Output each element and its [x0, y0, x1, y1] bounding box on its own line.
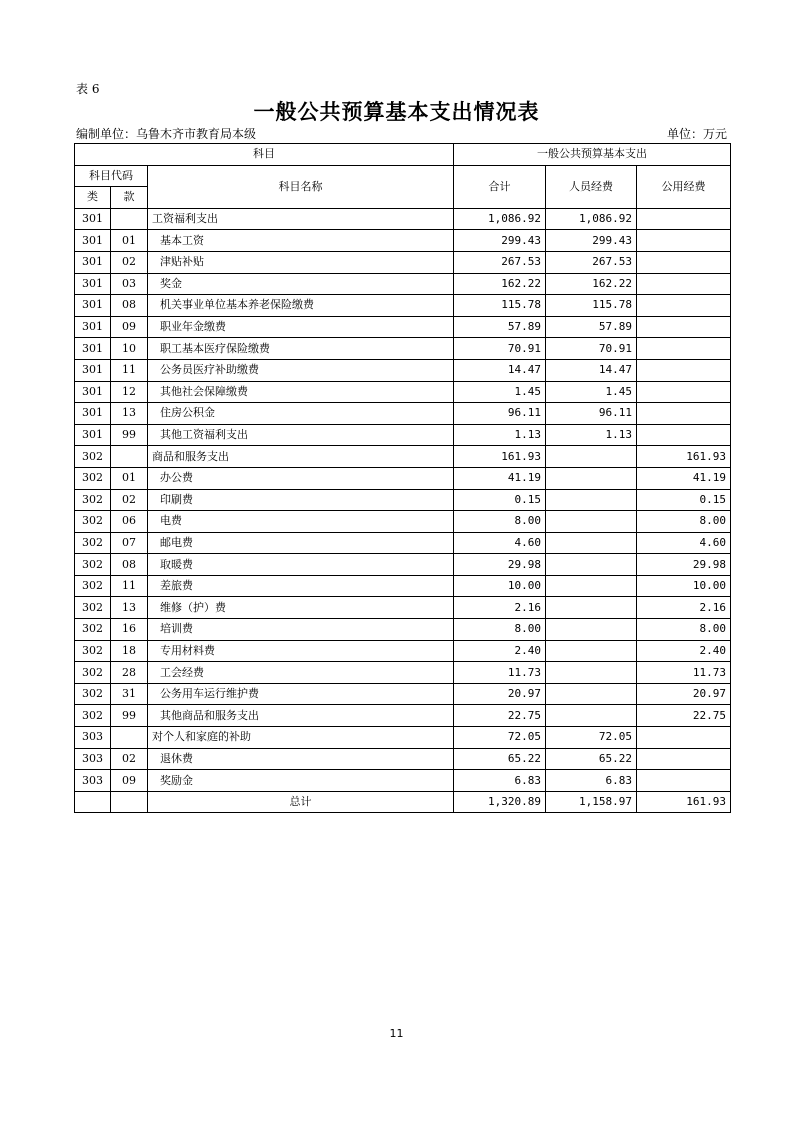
personnel-cell: 14.47 — [546, 359, 637, 381]
total-cell: 1.45 — [454, 381, 546, 403]
personnel-cell: 299.43 — [546, 230, 637, 252]
total-cell: 299.43 — [454, 230, 546, 252]
public-cell: 8.00 — [637, 511, 731, 533]
class-code-cell: 301 — [75, 316, 111, 338]
total-cell: 8.00 — [454, 619, 546, 641]
class-code-cell: 302 — [75, 554, 111, 576]
total-cell: 29.98 — [454, 554, 546, 576]
table-row — [75, 662, 731, 684]
total-cell: 22.75 — [454, 705, 546, 727]
personnel-cell: 1.45 — [546, 381, 637, 403]
total-cell: 72.05 — [454, 727, 546, 749]
subject-name-cell: 电费 — [148, 511, 454, 533]
category-row — [75, 727, 731, 749]
subject-name-cell: 维修（护）费 — [148, 597, 454, 619]
item-code-cell: 02 — [111, 251, 148, 273]
header-subject: 科目 — [75, 144, 454, 166]
class-code-cell: 301 — [75, 338, 111, 360]
total-cell: 8.00 — [454, 511, 546, 533]
public-cell: 8.00 — [637, 619, 731, 641]
total-cell: 2.40 — [454, 640, 546, 662]
class-code-cell: 302 — [75, 640, 111, 662]
class-code-cell: 301 — [75, 295, 111, 317]
total-cell: 20.97 — [454, 683, 546, 705]
table-row — [75, 359, 731, 381]
total-cell: 1.13 — [454, 424, 546, 446]
public-cell — [637, 381, 731, 403]
total-cell: 57.89 — [454, 316, 546, 338]
subject-name-cell: 商品和服务支出 — [148, 446, 454, 468]
total-label: 总计 — [148, 791, 454, 813]
personnel-cell: 267.53 — [546, 251, 637, 273]
subject-name-cell: 住房公积金 — [148, 403, 454, 425]
table-row — [75, 316, 731, 338]
personnel-cell: 115.78 — [546, 295, 637, 317]
header-code: 科目代码 — [75, 165, 148, 187]
table-row — [75, 532, 731, 554]
table-body — [75, 208, 731, 791]
personnel-cell: 6.83 — [546, 770, 637, 792]
currency-unit: 单位：万元 — [666, 127, 727, 141]
personnel-cell: 65.22 — [546, 748, 637, 770]
class-code-cell: 302 — [75, 683, 111, 705]
total-cell: 0.15 — [454, 489, 546, 511]
table-row — [75, 230, 731, 252]
public-cell: 0.15 — [637, 489, 731, 511]
personnel-cell: 162.22 — [546, 273, 637, 295]
subject-name-cell: 奖金 — [148, 273, 454, 295]
item-code-cell: 13 — [111, 597, 148, 619]
subject-name-cell: 印刷费 — [148, 489, 454, 511]
subject-name-cell: 取暖费 — [148, 554, 454, 576]
total-cell: 96.11 — [454, 403, 546, 425]
item-code-cell: 16 — [111, 619, 148, 641]
item-code-cell — [111, 727, 148, 749]
table-row — [75, 273, 731, 295]
item-code-cell: 06 — [111, 511, 148, 533]
table-row — [75, 575, 731, 597]
total-row — [75, 791, 731, 813]
table-row — [75, 424, 731, 446]
table-row — [75, 403, 731, 425]
public-cell — [637, 359, 731, 381]
total-cell: 6.83 — [454, 770, 546, 792]
category-row — [75, 446, 731, 468]
personnel-cell — [546, 683, 637, 705]
personnel-cell: 96.11 — [546, 403, 637, 425]
header-personnel: 人员经费 — [546, 165, 637, 208]
compiling-unit: 编制单位：乌鲁木齐市教育局本级 — [76, 127, 257, 141]
public-cell: 41.19 — [637, 467, 731, 489]
public-cell — [637, 748, 731, 770]
personnel-cell — [546, 597, 637, 619]
personnel-cell: 1.13 — [546, 424, 637, 446]
table-row — [75, 338, 731, 360]
total-cell: 1,086.92 — [454, 208, 546, 230]
personnel-cell — [546, 554, 637, 576]
subject-name-cell: 公务员医疗补助缴费 — [148, 359, 454, 381]
subject-name-cell: 职业年金缴费 — [148, 316, 454, 338]
class-code-cell: 303 — [75, 748, 111, 770]
personnel-cell — [546, 532, 637, 554]
class-code-cell: 302 — [75, 705, 111, 727]
class-code-cell: 302 — [75, 446, 111, 468]
total-cell: 14.47 — [454, 359, 546, 381]
total-cell: 65.22 — [454, 748, 546, 770]
subject-name-cell: 其他社会保障缴费 — [148, 381, 454, 403]
subject-name-cell: 办公费 — [148, 467, 454, 489]
table-row — [75, 619, 731, 641]
category-row — [75, 208, 731, 230]
class-code-cell: 303 — [75, 770, 111, 792]
subject-name-cell: 退休费 — [148, 748, 454, 770]
public-cell — [637, 208, 731, 230]
personnel-cell — [546, 575, 637, 597]
budget-table — [74, 143, 731, 813]
subject-name-cell: 邮电费 — [148, 532, 454, 554]
item-code-cell: 13 — [111, 403, 148, 425]
personnel-cell — [546, 662, 637, 684]
public-cell: 11.73 — [637, 662, 731, 684]
item-code-cell: 28 — [111, 662, 148, 684]
subject-name-cell: 差旅费 — [148, 575, 454, 597]
class-code-cell: 302 — [75, 532, 111, 554]
public-cell — [637, 295, 731, 317]
header-item: 款 — [111, 187, 148, 209]
subject-name-cell: 对个人和家庭的补助 — [148, 727, 454, 749]
public-cell: 22.75 — [637, 705, 731, 727]
personnel-cell — [546, 619, 637, 641]
total-personnel: 1,158.97 — [546, 791, 637, 813]
header-name: 科目名称 — [148, 165, 454, 208]
table-row — [75, 511, 731, 533]
total-cell: 70.91 — [454, 338, 546, 360]
table-number: 表 6 — [76, 82, 100, 96]
total-cell: 10.00 — [454, 575, 546, 597]
public-cell — [637, 251, 731, 273]
subject-name-cell: 基本工资 — [148, 230, 454, 252]
subject-name-cell: 工会经费 — [148, 662, 454, 684]
public-cell: 4.60 — [637, 532, 731, 554]
public-cell: 161.93 — [637, 446, 731, 468]
personnel-cell: 72.05 — [546, 727, 637, 749]
subject-name-cell: 工资福利支出 — [148, 208, 454, 230]
item-code-cell: 03 — [111, 273, 148, 295]
item-code-cell: 12 — [111, 381, 148, 403]
item-code-cell: 08 — [111, 295, 148, 317]
total-cell: 2.16 — [454, 597, 546, 619]
header-row-1 — [75, 144, 731, 166]
subject-name-cell: 其他商品和服务支出 — [148, 705, 454, 727]
item-code-cell: 09 — [111, 770, 148, 792]
item-code-cell: 01 — [111, 467, 148, 489]
table-row — [75, 748, 731, 770]
total-cell: 4.60 — [454, 532, 546, 554]
table-row — [75, 295, 731, 317]
public-cell: 29.98 — [637, 554, 731, 576]
subject-name-cell: 机关事业单位基本养老保险缴费 — [148, 295, 454, 317]
public-cell — [637, 273, 731, 295]
item-code-cell: 08 — [111, 554, 148, 576]
total-item-cell — [111, 791, 148, 813]
class-code-cell: 302 — [75, 575, 111, 597]
table-row — [75, 705, 731, 727]
total-cell: 162.22 — [454, 273, 546, 295]
class-code-cell: 302 — [75, 619, 111, 641]
total-amount: 1,320.89 — [454, 791, 546, 813]
table-row — [75, 683, 731, 705]
table-row — [75, 251, 731, 273]
class-code-cell: 302 — [75, 597, 111, 619]
personnel-cell: 70.91 — [546, 338, 637, 360]
class-code-cell: 301 — [75, 359, 111, 381]
total-cell: 41.19 — [454, 467, 546, 489]
public-cell — [637, 403, 731, 425]
table-row — [75, 640, 731, 662]
public-cell: 2.16 — [637, 597, 731, 619]
class-code-cell: 301 — [75, 230, 111, 252]
subject-name-cell: 奖励金 — [148, 770, 454, 792]
public-cell: 10.00 — [637, 575, 731, 597]
public-cell: 20.97 — [637, 683, 731, 705]
subject-name-cell: 公务用车运行维护费 — [148, 683, 454, 705]
item-code-cell: 01 — [111, 230, 148, 252]
public-cell: 2.40 — [637, 640, 731, 662]
class-code-cell: 301 — [75, 424, 111, 446]
item-code-cell: 07 — [111, 532, 148, 554]
total-cell: 115.78 — [454, 295, 546, 317]
item-code-cell: 99 — [111, 705, 148, 727]
class-code-cell: 301 — [75, 251, 111, 273]
personnel-cell — [546, 511, 637, 533]
item-code-cell: 11 — [111, 575, 148, 597]
public-cell — [637, 230, 731, 252]
personnel-cell — [546, 489, 637, 511]
table-row — [75, 554, 731, 576]
class-code-cell: 302 — [75, 467, 111, 489]
class-code-cell: 303 — [75, 727, 111, 749]
class-code-cell: 301 — [75, 273, 111, 295]
total-cell: 161.93 — [454, 446, 546, 468]
header-public: 公用经费 — [637, 165, 731, 208]
class-code-cell: 302 — [75, 511, 111, 533]
item-code-cell: 99 — [111, 424, 148, 446]
personnel-cell — [546, 705, 637, 727]
class-code-cell: 301 — [75, 403, 111, 425]
subject-name-cell: 津贴补贴 — [148, 251, 454, 273]
subject-name-cell: 专用材料费 — [148, 640, 454, 662]
item-code-cell — [111, 208, 148, 230]
header-row-2 — [75, 165, 731, 187]
header-budget-group: 一般公共预算基本支出 — [454, 144, 731, 166]
public-cell — [637, 770, 731, 792]
header-total: 合计 — [454, 165, 546, 208]
personnel-cell — [546, 446, 637, 468]
item-code-cell — [111, 446, 148, 468]
total-public: 161.93 — [637, 791, 731, 813]
item-code-cell: 02 — [111, 489, 148, 511]
personnel-cell: 1,086.92 — [546, 208, 637, 230]
table-row — [75, 770, 731, 792]
public-cell — [637, 338, 731, 360]
item-code-cell: 31 — [111, 683, 148, 705]
subject-name-cell: 职工基本医疗保险缴费 — [148, 338, 454, 360]
class-code-cell: 301 — [75, 381, 111, 403]
class-code-cell: 302 — [75, 662, 111, 684]
total-cell: 267.53 — [454, 251, 546, 273]
table-row — [75, 597, 731, 619]
item-code-cell: 09 — [111, 316, 148, 338]
table-row — [75, 381, 731, 403]
personnel-cell: 57.89 — [546, 316, 637, 338]
item-code-cell: 02 — [111, 748, 148, 770]
public-cell — [637, 727, 731, 749]
item-code-cell: 10 — [111, 338, 148, 360]
header-class: 类 — [75, 187, 111, 209]
subject-name-cell: 培训费 — [148, 619, 454, 641]
table-row — [75, 467, 731, 489]
class-code-cell: 302 — [75, 489, 111, 511]
public-cell — [637, 316, 731, 338]
subject-name-cell: 其他工资福利支出 — [148, 424, 454, 446]
table-row — [75, 489, 731, 511]
item-code-cell: 11 — [111, 359, 148, 381]
class-code-cell: 301 — [75, 208, 111, 230]
total-class-cell — [75, 791, 111, 813]
total-cell: 11.73 — [454, 662, 546, 684]
item-code-cell: 18 — [111, 640, 148, 662]
public-cell — [637, 424, 731, 446]
page-title: 一般公共预算基本支出情况表 — [253, 100, 540, 124]
page-number: 11 — [389, 1027, 404, 1040]
personnel-cell — [546, 640, 637, 662]
personnel-cell — [546, 467, 637, 489]
